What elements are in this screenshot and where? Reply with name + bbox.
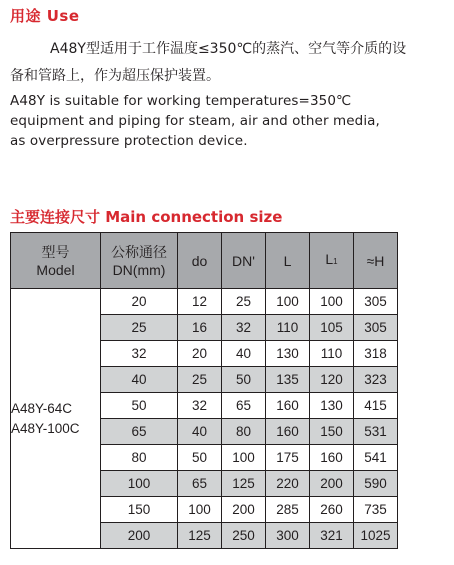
cell-do: 65 — [178, 471, 222, 497]
cell-dn: 100 — [101, 471, 178, 497]
cell-h: 318 — [354, 341, 398, 367]
cell-l1: 130 — [310, 393, 354, 419]
cell-dn-prime: 200 — [222, 497, 266, 523]
cell-dn: 150 — [101, 497, 178, 523]
header-l1-sub: 1 — [333, 257, 338, 266]
cell-do: 40 — [178, 419, 222, 445]
usage-description-cn: A48Y型适用于工作温度≤350℃的蒸汽、空气等介质的设备和管路上，作为超压保护装置。 — [10, 41, 407, 84]
cell-dn: 40 — [101, 367, 178, 393]
cell-l1: 321 — [310, 523, 354, 549]
cell-dn: 200 — [101, 523, 178, 549]
cell-do: 32 — [178, 393, 222, 419]
connection-size-table — [10, 232, 398, 549]
cell-dn-prime: 250 — [222, 523, 266, 549]
cell-l1: 105 — [310, 315, 354, 341]
header-dn-en: DN(mm) — [112, 261, 166, 278]
cell-h: 531 — [354, 419, 398, 445]
header-l1-main: L — [325, 251, 334, 267]
cell-do: 25 — [178, 367, 222, 393]
cell-h: 305 — [354, 315, 398, 341]
table-row — [11, 289, 398, 315]
cell-l: 160 — [266, 393, 310, 419]
usage-description-en — [10, 91, 430, 151]
header-dn-cn: 公称通径 — [111, 243, 167, 260]
header-model — [11, 233, 101, 289]
usage-en-line: as overpressure protection device. — [10, 133, 248, 149]
cell-l1: 150 — [310, 419, 354, 445]
cell-do: 16 — [178, 315, 222, 341]
cell-dn: 20 — [101, 289, 178, 315]
header-model-cn: 型号 — [41, 243, 70, 260]
model-name: A48Y-100C — [11, 420, 80, 436]
usage-en-line: equipment and piping for steam, air and other media, — [10, 113, 380, 129]
cell-l1: 110 — [310, 341, 354, 367]
cell-dn-prime: 100 — [222, 445, 266, 471]
cell-do: 20 — [178, 341, 222, 367]
model-cell — [11, 289, 101, 549]
cell-dn: 50 — [101, 393, 178, 419]
cell-dn: 32 — [101, 341, 178, 367]
cell-l: 100 — [266, 289, 310, 315]
table-body — [11, 289, 398, 549]
usage-heading: 用途 Use — [10, 7, 80, 25]
cell-l1: 160 — [310, 445, 354, 471]
header-h: ≈H — [354, 233, 398, 289]
cell-l: 135 — [266, 367, 310, 393]
cell-l1: 200 — [310, 471, 354, 497]
cell-l: 285 — [266, 497, 310, 523]
cell-h: 541 — [354, 445, 398, 471]
header-dn-prime: DN' — [222, 233, 266, 289]
connection-size-heading: 主要连接尺寸 Main connection size — [10, 208, 283, 226]
cell-l: 130 — [266, 341, 310, 367]
cell-h: 1025 — [354, 523, 398, 549]
cell-dn-prime: 40 — [222, 341, 266, 367]
cell-dn: 80 — [101, 445, 178, 471]
cell-do: 100 — [178, 497, 222, 523]
cell-l: 160 — [266, 419, 310, 445]
table-header-row — [11, 233, 398, 289]
cell-l: 175 — [266, 445, 310, 471]
model-name: A48Y-64C — [11, 400, 73, 416]
cell-l: 220 — [266, 471, 310, 497]
header-do: do — [178, 233, 222, 289]
header-dn — [101, 233, 178, 289]
header-l: L — [266, 233, 310, 289]
cell-l1: 100 — [310, 289, 354, 315]
cell-l: 300 — [266, 523, 310, 549]
cell-l: 110 — [266, 315, 310, 341]
cell-h: 415 — [354, 393, 398, 419]
cell-do: 125 — [178, 523, 222, 549]
header-l1 — [310, 233, 354, 289]
cell-h: 305 — [354, 289, 398, 315]
cell-dn-prime: 50 — [222, 367, 266, 393]
cell-l1: 120 — [310, 367, 354, 393]
cell-do: 50 — [178, 445, 222, 471]
cell-h: 735 — [354, 497, 398, 523]
usage-en-line: A48Y is suitable for working temperatures=350℃ — [10, 93, 352, 109]
cell-dn-prime: 65 — [222, 393, 266, 419]
cell-dn-prime: 32 — [222, 315, 266, 341]
cell-dn: 25 — [101, 315, 178, 341]
cell-do: 12 — [178, 289, 222, 315]
cell-h: 323 — [354, 367, 398, 393]
cell-dn-prime: 80 — [222, 419, 266, 445]
cell-l1: 260 — [310, 497, 354, 523]
cell-dn: 65 — [101, 419, 178, 445]
cell-dn-prime: 25 — [222, 289, 266, 315]
cell-dn-prime: 125 — [222, 471, 266, 497]
cell-h: 590 — [354, 471, 398, 497]
header-model-en: Model — [36, 261, 75, 278]
